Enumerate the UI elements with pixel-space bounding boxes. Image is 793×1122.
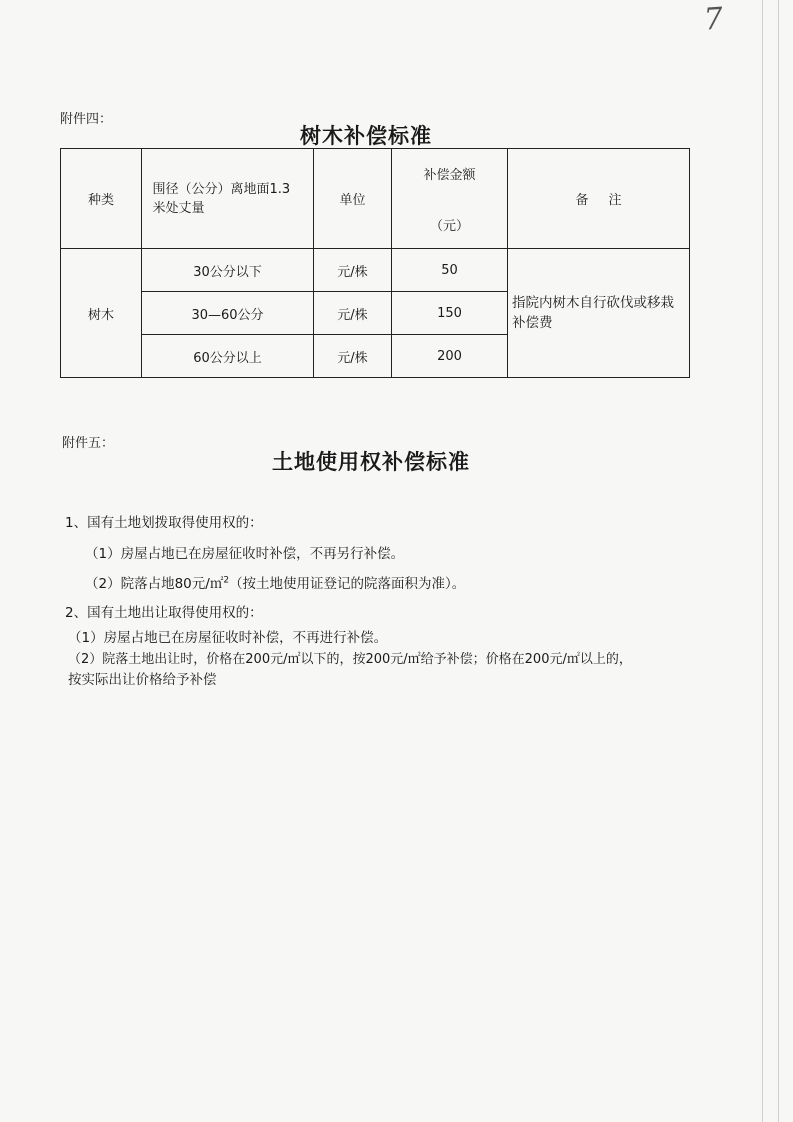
table-row xyxy=(61,249,690,292)
section2-item2-line2: 按实际出让价格给予补偿 xyxy=(68,672,217,688)
girth-cell: 30公分以下 xyxy=(142,249,314,292)
section1-item1: （1）房屋占地已在房屋征收时补偿，不再另行补偿。 xyxy=(85,546,405,562)
note-cell: 指院内树木自行砍伐或移栽补偿费 xyxy=(508,249,690,378)
amount-cell: 50 xyxy=(392,249,508,292)
section1-item2: （2）院落占地80元/㎡$^2$（按土地使用证登记的院落面积为准）。 xyxy=(85,575,466,592)
unit-cell: 元/株 xyxy=(314,335,392,378)
section2-heading: 2、国有土地出让取得使用权的： xyxy=(65,605,263,621)
header-amount: 补偿金额 （元） xyxy=(392,149,508,249)
header-note: 备注 xyxy=(508,149,690,249)
unit-cell: 元/株 xyxy=(314,249,392,292)
amount-cell: 150 xyxy=(392,292,508,335)
girth-cell: 60公分以上 xyxy=(142,335,314,378)
annex4-label: 附件四： xyxy=(60,112,113,127)
annex5-title: 土地使用权补偿标准 xyxy=(272,450,470,474)
annex5-label: 附件五： xyxy=(62,436,115,451)
section2-item2-line1: （2）院落土地出让时，价格在200元/㎡以下的，按200元/㎡给予补偿；价格在200元/㎡以上的， xyxy=(68,652,632,667)
species-cell: 树木 xyxy=(61,249,142,378)
section1-heading: 1、国有土地划拨取得使用权的： xyxy=(65,515,263,531)
header-girth: 围径（公分）离地面1.3米处丈量 xyxy=(142,149,314,249)
scan-edge-line xyxy=(778,0,779,1122)
annex4-title: 树木补偿标准 xyxy=(300,124,432,148)
header-unit: 单位 xyxy=(314,149,392,249)
table-header-row xyxy=(61,149,690,249)
header-species: 种类 xyxy=(61,149,142,249)
unit-cell: 元/株 xyxy=(314,292,392,335)
tree-compensation-table xyxy=(60,148,690,378)
scan-edge-line xyxy=(762,0,763,1122)
section2-item1: （1）房屋占地已在房屋征收时补偿，不再进行补偿。 xyxy=(68,630,388,646)
handwritten-page-number: 7 xyxy=(702,1,725,38)
amount-cell: 200 xyxy=(392,335,508,378)
girth-cell: 30—60公分 xyxy=(142,292,314,335)
